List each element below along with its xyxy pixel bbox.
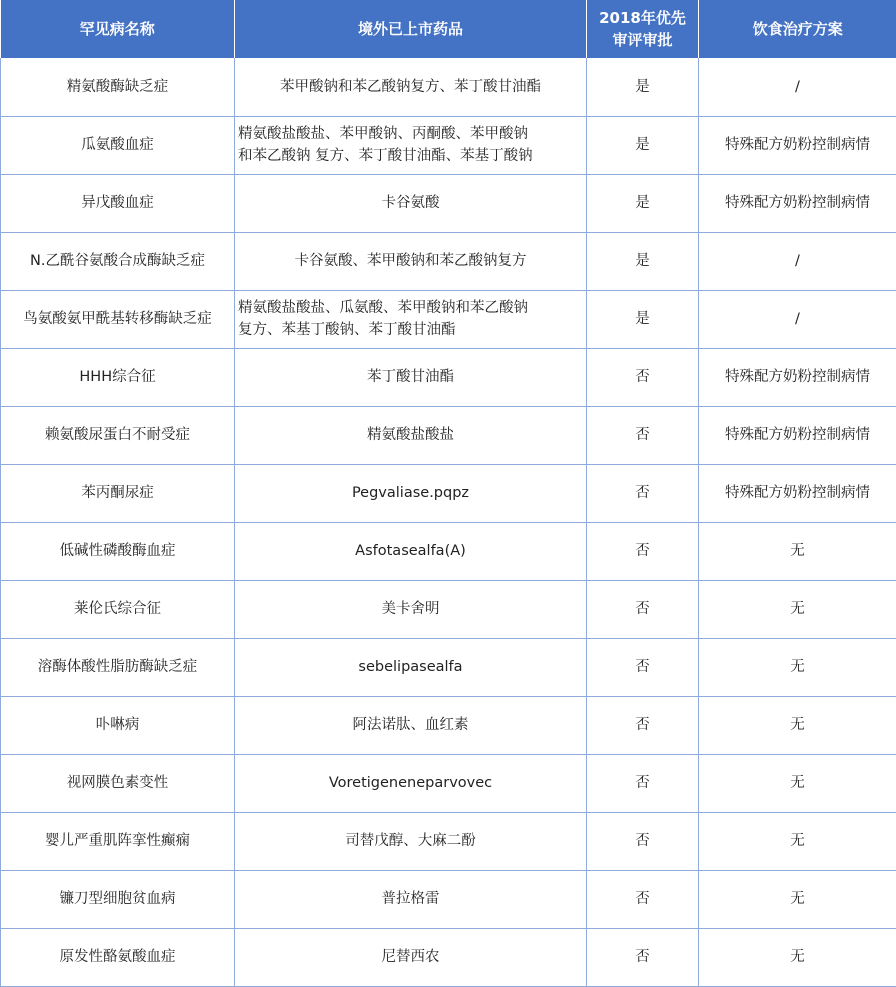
diet-plan-cell: 特殊配方奶粉控制病情	[699, 406, 896, 464]
priority-review-cell: 否	[587, 406, 699, 464]
table-row	[1, 174, 896, 232]
table-row	[1, 116, 896, 174]
drug-line: 苯甲酸钠和苯乙酸钠复方、苯丁酸甘油酯	[280, 78, 541, 95]
disease-name-cell: 苯丙酮尿症	[1, 464, 235, 522]
drug-cell	[235, 232, 587, 290]
drug-line: 精氨酸盐酸盐、瓜氨酸、苯甲酸钠和苯乙酸钠	[238, 300, 528, 316]
table-header	[1, 0, 896, 58]
table-row	[1, 58, 896, 116]
drug-cell	[235, 870, 587, 928]
priority-review-cell: 否	[587, 696, 699, 754]
drug-cell	[235, 638, 587, 696]
priority-review-cell: 否	[587, 580, 699, 638]
disease-name-cell: 异戊酸血症	[1, 174, 235, 232]
header-priority-line2: 审评审批	[612, 31, 673, 49]
disease-name-cell: 低碱性磷酸酶血症	[1, 522, 235, 580]
diet-plan-cell: 无	[699, 928, 896, 986]
drug-cell	[235, 290, 587, 348]
header-disease: 罕见病名称	[1, 0, 235, 58]
drug-cell	[235, 58, 587, 116]
table-row	[1, 754, 896, 812]
disease-name-cell: 溶酶体酸性脂肪酶缺乏症	[1, 638, 235, 696]
table-body	[1, 58, 896, 986]
diet-plan-cell: 特殊配方奶粉控制病情	[699, 116, 896, 174]
drug-line: Voretigeneneparvovec	[328, 775, 493, 791]
diet-plan-cell: 无	[699, 522, 896, 580]
drug-cell	[235, 580, 587, 638]
drug-cell	[235, 116, 587, 174]
drug-cell	[235, 812, 587, 870]
table-row	[1, 348, 896, 406]
drug-line: Pegvaliase.pqpz	[351, 485, 470, 501]
table-row	[1, 464, 896, 522]
disease-name-cell: 视网膜色素变性	[1, 754, 235, 812]
disease-name-cell: 瓜氨酸血症	[1, 116, 235, 174]
drug-line: 阿法诺肽、血红素	[352, 717, 469, 733]
drug-cell	[235, 348, 587, 406]
header-priority-line1: 2018年优先	[599, 9, 686, 27]
priority-review-cell: 否	[587, 522, 699, 580]
drug-line: 精氨酸盐酸盐、苯甲酸钠、丙酮酸、苯甲酸钠	[238, 126, 528, 142]
diet-plan-cell: /	[699, 290, 896, 348]
disease-name-cell: 鸟氨酸氨甲酰基转移酶缺乏症	[1, 290, 235, 348]
drug-line: 美卡舍明	[381, 601, 440, 617]
drug-line: 精氨酸盐酸盐	[367, 427, 454, 443]
diet-plan-cell: 无	[699, 638, 896, 696]
diet-plan-cell: /	[699, 232, 896, 290]
priority-review-cell: 是	[587, 116, 699, 174]
diet-plan-cell: 无	[699, 754, 896, 812]
diet-plan-cell: 无	[699, 812, 896, 870]
drug-cell	[235, 406, 587, 464]
table-row	[1, 928, 896, 986]
table-row	[1, 232, 896, 290]
priority-review-cell: 否	[587, 464, 699, 522]
priority-review-cell: 否	[587, 812, 699, 870]
diet-plan-cell: 特殊配方奶粉控制病情	[699, 464, 896, 522]
drug-cell	[235, 174, 587, 232]
diet-plan-cell: 特殊配方奶粉控制病情	[699, 174, 896, 232]
disease-name-cell: 赖氨酸尿蛋白不耐受症	[1, 406, 235, 464]
drug-line: 和苯乙酸钠 复方、苯丁酸甘油酯、苯基丁酸钠	[238, 148, 533, 164]
drug-line: 苯丁酸甘油酯	[367, 369, 454, 385]
drug-line: 尼替西农	[381, 949, 440, 965]
header-row	[1, 0, 896, 58]
table-row	[1, 522, 896, 580]
priority-review-cell: 否	[587, 638, 699, 696]
drug-line: 司替戊醇、大麻二酚	[345, 833, 476, 849]
drug-line: 卡谷氨酸、苯甲酸钠和苯乙酸钠复方	[294, 253, 527, 269]
diet-plan-cell: 无	[699, 870, 896, 928]
table-row	[1, 812, 896, 870]
table-row	[1, 580, 896, 638]
table-row	[1, 638, 896, 696]
drug-cell	[235, 464, 587, 522]
diet-plan-cell: 无	[699, 580, 896, 638]
table-row	[1, 870, 896, 928]
diet-plan-cell: 无	[699, 696, 896, 754]
priority-review-cell: 是	[587, 58, 699, 116]
priority-review-cell: 否	[587, 870, 699, 928]
disease-name-cell: 莱伦氏综合征	[1, 580, 235, 638]
header-drug: 境外已上市药品	[235, 0, 587, 58]
drug-cell	[235, 754, 587, 812]
drug-cell	[235, 522, 587, 580]
drug-cell	[235, 928, 587, 986]
drug-line: 卡谷氨酸	[381, 195, 440, 211]
disease-name-cell: 卟啉病	[1, 696, 235, 754]
disease-name-cell: HHH综合征	[1, 348, 235, 406]
priority-review-cell: 否	[587, 928, 699, 986]
priority-review-cell: 是	[587, 174, 699, 232]
table-row	[1, 696, 896, 754]
priority-review-cell: 是	[587, 290, 699, 348]
disease-name-cell: 原发性酪氨酸血症	[1, 928, 235, 986]
header-diet: 饮食治疗方案	[699, 0, 896, 58]
priority-review-cell: 否	[587, 754, 699, 812]
disease-name-cell: N.乙酰谷氨酸合成酶缺乏症	[1, 232, 235, 290]
diet-plan-cell: 特殊配方奶粉控制病情	[699, 348, 896, 406]
drug-line: Asfotasealfa(A)	[355, 543, 466, 559]
priority-review-cell: 否	[587, 348, 699, 406]
disease-name-cell: 精氨酸酶缺乏症	[1, 58, 235, 116]
diet-plan-cell: /	[699, 58, 896, 116]
priority-review-cell: 是	[587, 232, 699, 290]
disease-name-cell: 镰刀型细胞贫血病	[1, 870, 235, 928]
drug-line: 普拉格雷	[381, 891, 440, 907]
drug-line: sebelipasealfa	[358, 659, 463, 675]
header-priority-review	[587, 0, 699, 58]
disease-name-cell: 婴儿严重肌阵挛性癫痫	[1, 812, 235, 870]
drug-line: 复方、苯基丁酸钠、苯丁酸甘油酯	[238, 322, 456, 338]
drug-cell	[235, 696, 587, 754]
table-row	[1, 290, 896, 348]
table-row	[1, 406, 896, 464]
